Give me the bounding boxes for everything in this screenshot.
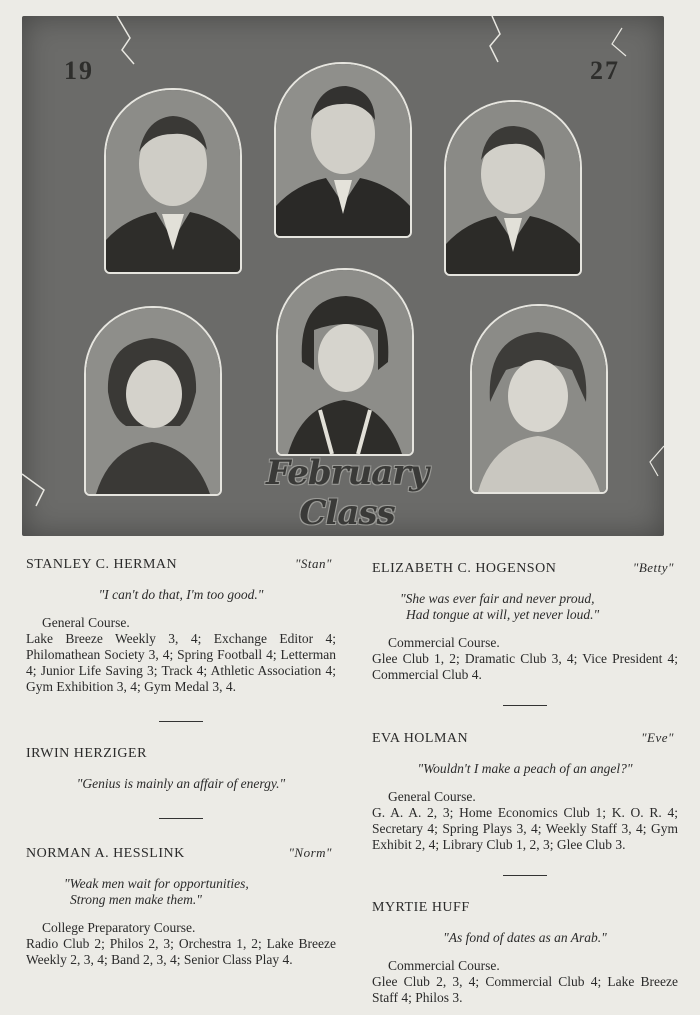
student-quote: "Wouldn't I make a peach of an angel?" (417, 761, 633, 776)
portrait-myrtie-huff (470, 304, 608, 494)
portrait-man-icon (446, 102, 580, 274)
portrait-woman-icon (86, 308, 220, 494)
portrait-eva-holman (276, 268, 414, 456)
portrait-panel (22, 16, 664, 536)
student-quote: "As fond of dates as an Arab." (443, 930, 607, 945)
student-course: College Preparatory Course. (42, 920, 196, 935)
entry-irwin-herziger (26, 746, 336, 792)
entry-norman-hesslink (26, 845, 336, 968)
year-right: 27 (590, 56, 620, 85)
student-quote-line-1: "She was ever fair and never proud, (400, 591, 595, 606)
student-quote-line-2: Had tongue at will, yet never loud." (406, 607, 600, 622)
year-left: 19 (64, 56, 94, 85)
portrait-woman-icon (278, 270, 412, 454)
entry-eva-holman (372, 730, 678, 853)
left-column (26, 556, 336, 968)
student-nickname: "Norm" (288, 845, 332, 860)
right-column (372, 560, 678, 1006)
portrait-man-icon (106, 90, 240, 272)
student-activities: Radio Club 2; Philos 2, 3; Orchestra 1, 2; Lake Breeze Weekly 2, 3, 4; Band 2, 3, 4; Senior Class Play 4. (26, 936, 336, 967)
portrait-irwin-herziger (274, 62, 412, 238)
class-title: February Class (265, 453, 429, 533)
portrait-man-icon (276, 64, 410, 236)
portrait-elizabeth-hogenson (84, 306, 222, 496)
entry-myrtie-huff (372, 900, 678, 1006)
student-course: General Course. (388, 789, 476, 804)
divider (503, 875, 547, 876)
student-name: ELIZABETH C. HOGENSON (372, 561, 557, 576)
student-nickname: "Betty" (632, 560, 674, 575)
student-activities: Lake Breeze Weekly 3, 4; Exchange Editor 4; Philomathean Society 3, 4; Spring Football 4; Letterman 4; Junior Life Saving 3; Track 4; Athletic Association 4; Gym Exhibition 3, 4; Gym Medal 3, 4. (26, 631, 336, 694)
student-activities: Glee Club 1, 2; Dramatic Club 3, 4; Vice President 4; Commercial Club 4. (372, 651, 678, 682)
portrait-norman-hesslink (444, 100, 582, 276)
student-nickname: "Stan" (294, 556, 332, 571)
portrait-stanley-herman (104, 88, 242, 274)
student-quote: "I can't do that, I'm too good." (98, 587, 264, 602)
student-quote-line-1: "Weak men wait for opportunities, (64, 876, 249, 891)
student-quote-line-2: Strong men make them." (70, 892, 202, 907)
student-name: MYRTIE HUFF (372, 900, 470, 915)
student-course: Commercial Course. (388, 958, 500, 973)
student-course: Commercial Course. (388, 635, 500, 650)
student-name: STANLEY C. HERMAN (26, 557, 178, 572)
divider (503, 705, 547, 706)
divider (159, 721, 203, 722)
student-quote: "Genius is mainly an affair of energy." (76, 776, 286, 791)
student-course: General Course. (42, 615, 130, 630)
student-name: EVA HOLMAN (372, 731, 469, 746)
student-name: NORMAN A. HESSLINK (26, 846, 185, 861)
portrait-woman-icon (472, 306, 606, 492)
student-activities: Glee Club 2, 3, 4; Commercial Club 4; Lake Breeze Staff 4; Philos 3. (372, 974, 678, 1005)
student-activities: G. A. A. 2, 3; Home Economics Club 1; K. O. R. 4; Secretary 4; Spring Plays 3, 4; Weekly Staff 3, 4; Gym Exhibit 2, 4; Library Club 1, 2, 3; Glee Club 3. (372, 805, 678, 852)
entry-elizabeth-hogenson (372, 560, 678, 683)
student-nickname: "Eve" (641, 730, 674, 745)
student-name: IRWIN HERZIGER (26, 746, 147, 761)
entry-stanley-herman (26, 556, 336, 695)
divider (159, 818, 203, 819)
